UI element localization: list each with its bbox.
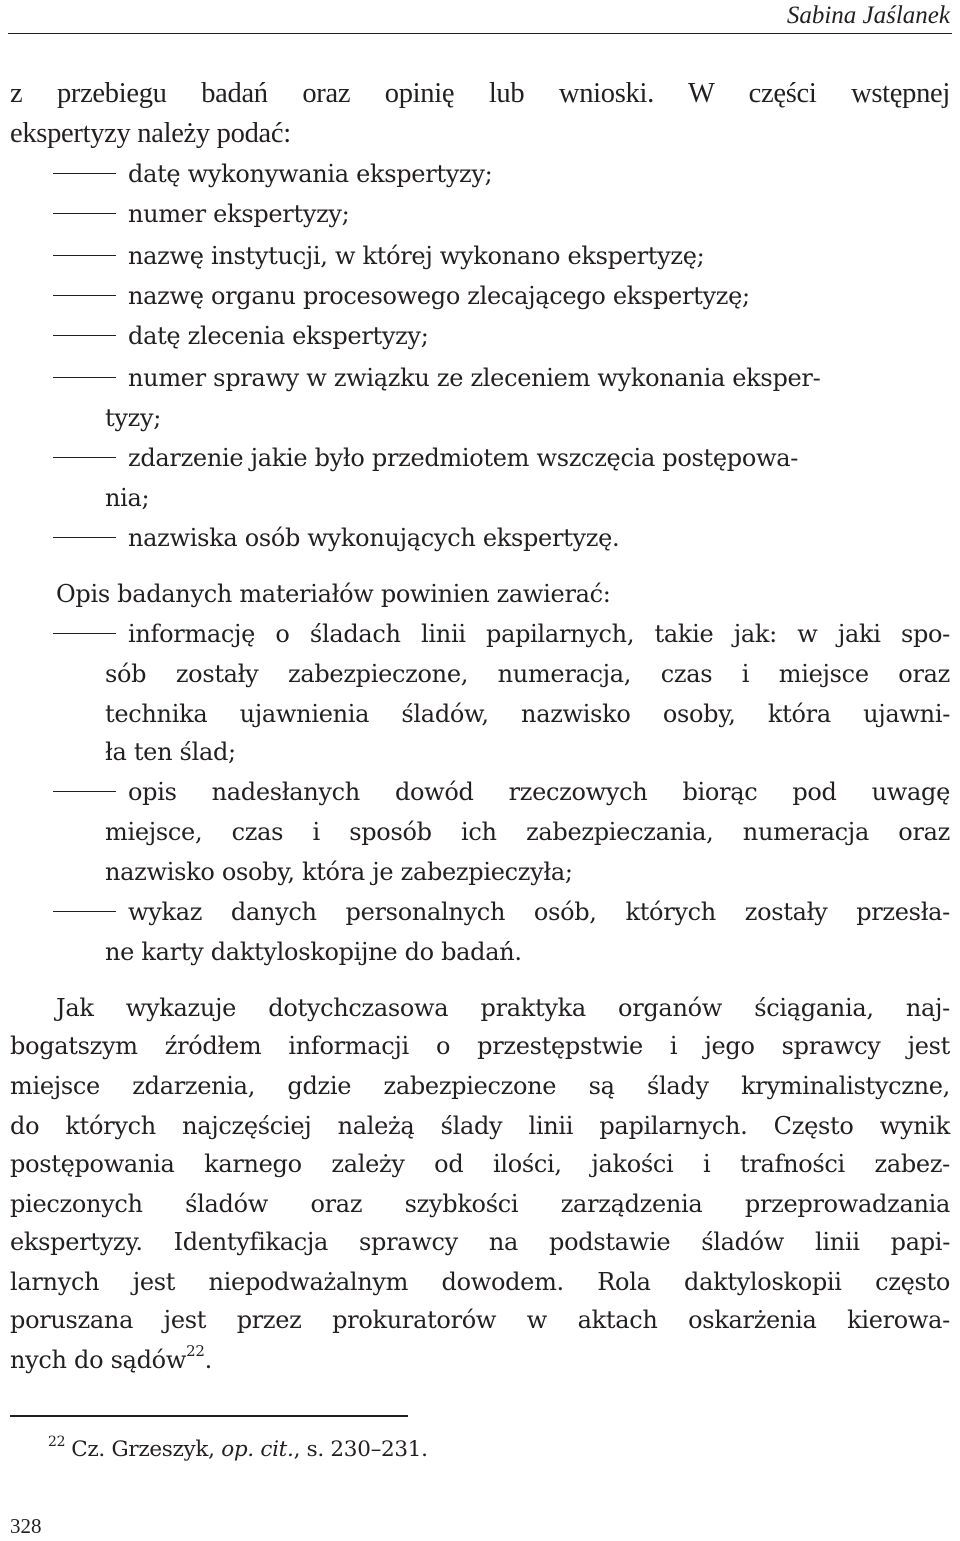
dash-bullet — [53, 335, 116, 336]
dash-bullet — [53, 295, 116, 296]
dash-bullet — [53, 377, 116, 378]
dash-bullet — [53, 213, 116, 214]
footnote-reference[interactable]: 22 — [186, 1342, 205, 1360]
text-line: z przebiegu badań oraz opinię lub wnioski. W części wstępnej — [10, 78, 950, 109]
dash-bullet — [53, 911, 116, 912]
list-item-text: datę zlecenia ekspertyzy; — [128, 322, 429, 350]
footnote-italic: op. cit. — [221, 1437, 294, 1462]
text-line — [10, 1340, 950, 1380]
footnote-rule — [10, 1415, 408, 1417]
page-header-author: Sabina Jaślanek — [786, 2, 950, 29]
text-line: postępowania karnego zależy od ilości, jakości i trafności zabez- — [10, 1150, 950, 1178]
text-line: do których najczęściej należą ślady linii papilarnych. Często wynik — [10, 1112, 950, 1140]
list-item — [53, 316, 950, 356]
text-line: pieczonych śladów oraz szybkości zarządzenia przeprowadzania — [10, 1190, 950, 1218]
list-item — [53, 358, 950, 398]
dash-bullet — [53, 173, 116, 174]
footnote-text-end: , s. 230–231. — [293, 1437, 428, 1462]
text-line: Jak wykazuje dotychczasowa praktyka organów ściągania, naj- — [56, 994, 950, 1022]
list-item-text: numer ekspertyzy; — [128, 200, 350, 228]
list-item — [53, 772, 950, 812]
sentence-end: . — [204, 1346, 212, 1374]
list-item — [53, 276, 950, 316]
list-item-text: datę wykonywania ekspertyzy; — [128, 160, 493, 188]
dash-bullet — [53, 791, 116, 792]
footnote — [48, 1432, 428, 1468]
list-item-text: nazwę instytucji, w której wykonano ekspertyzę; — [128, 242, 705, 270]
list-item — [53, 614, 950, 654]
list-item — [53, 438, 950, 478]
list-item-text: opis nadesłanych dowód rzeczowych biorąc pod uwagę — [128, 778, 950, 806]
list-item-continuation: ła ten ślad; — [105, 738, 236, 766]
list-item — [53, 518, 950, 558]
list-item-text: nazwiska osób wykonujących ekspertyzę. — [128, 524, 620, 552]
list-item-text: zdarzenie jakie było przedmiotem wszczęcia postępowa- — [128, 444, 799, 472]
text-line: ekspertyzy należy podać: — [10, 118, 291, 149]
list-item-text: numer sprawy w związku ze zleceniem wykonania eksper- — [128, 364, 821, 392]
list-item — [53, 236, 950, 276]
footnote-number: 22 — [48, 1434, 66, 1450]
list-item-continuation: tyzy; — [105, 404, 161, 432]
text-line-content: nych do sądów — [10, 1346, 187, 1374]
list-item-text: wykaz danych personalnych osób, których zostały przesła- — [128, 898, 950, 926]
list-item-continuation: sób zostały zabezpieczone, numeracja, czas i miejsce oraz — [105, 660, 950, 688]
text-line: miejsce zdarzenia, gdzie zabezpieczone są ślady kryminalistyczne, — [10, 1072, 950, 1100]
list-item — [53, 154, 950, 194]
text-line: bogatszym źródłem informacji o przestępstwie i jego sprawcy jest — [10, 1032, 950, 1060]
list-item-continuation: nazwisko osoby, która je zabezpieczyła; — [105, 858, 573, 886]
list-item-continuation: nia; — [105, 484, 150, 512]
dash-bullet — [53, 537, 116, 538]
header-rule — [8, 33, 952, 34]
list-item-text: informację o śladach linii papilarnych, takie jak: w jaki spo- — [128, 620, 950, 648]
dash-bullet — [53, 457, 116, 458]
text-line: poruszana jest przez prokuratorów w aktach oskarżenia kierowa- — [10, 1306, 950, 1334]
list-item — [53, 892, 950, 932]
page-number: 328 — [10, 1514, 42, 1538]
list-item-text: nazwę organu procesowego zlecającego ekspertyzę; — [128, 282, 750, 310]
list-item — [53, 194, 950, 234]
text-line: ekspertyzy. Identyfikacja sprawcy na podstawie śladów linii papi- — [10, 1228, 950, 1256]
dash-bullet — [53, 633, 116, 634]
section-lead: Opis badanych materiałów powinien zawierać: — [56, 580, 611, 608]
list-item-continuation: technika ujawnienia śladów, nazwisko osoby, która ujawni- — [105, 700, 950, 728]
text-line: larnych jest niepodważalnym dowodem. Rola daktyloskopii często — [10, 1268, 950, 1296]
dash-bullet — [53, 255, 116, 256]
list-item-continuation: ne karty daktyloskopijne do badań. — [105, 938, 522, 966]
list-item-continuation: miejsce, czas i sposób ich zabezpieczania, numeracja oraz — [105, 818, 950, 846]
footnote-text: Cz. Grzeszyk, — [71, 1437, 222, 1462]
